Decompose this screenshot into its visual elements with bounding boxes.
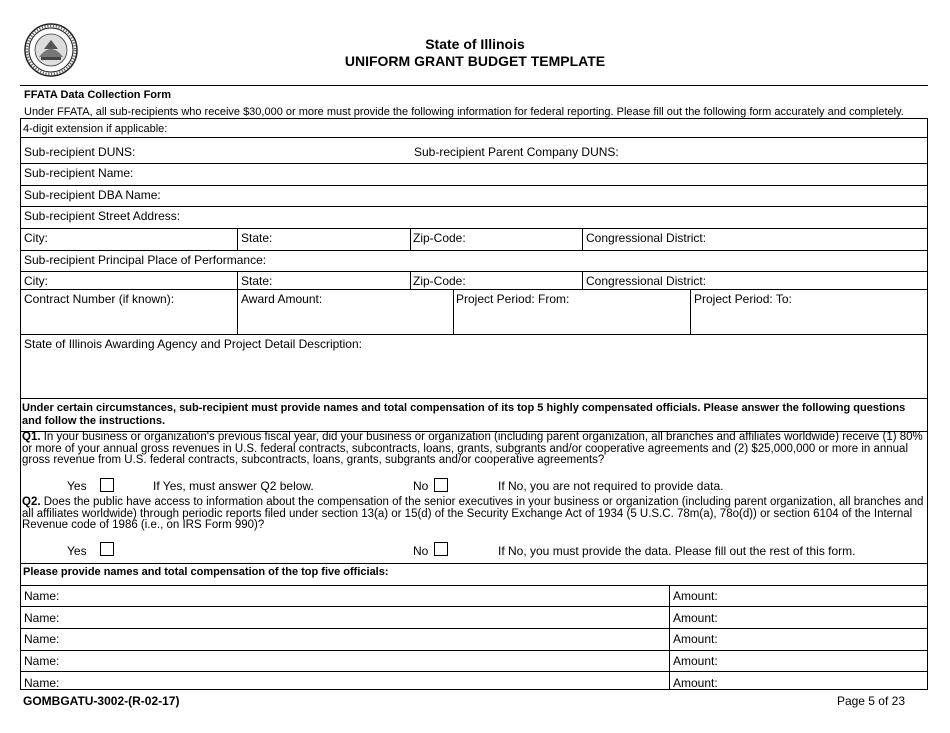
official-name-label: Name:: [24, 676, 60, 690]
district-label: Congressional District:: [586, 231, 707, 245]
official-name-label: Name:: [24, 589, 60, 603]
section-title: FFATA Data Collection Form: [24, 89, 172, 101]
officials-title: Please provide names and total compensation of the top five officials:: [23, 566, 389, 578]
q1-yes-checkbox[interactable]: [100, 478, 114, 492]
page-title-template: UNIFORM GRANT BUDGET TEMPLATE: [344, 53, 606, 69]
q2-question: Does the public have access to information about the compensation of the senior executives in your business or organization (including parent organization, all branches and all affiliates worldwide) through periodic reports filed under section 13(a) or 15(d) of the Security Exchange Act of 1934 (5 U.S.C. 78m(a), 78o(d)) or section 6104 of the Internal Revenue code of 1986 (i.e., on IRS Form 990)?: [22, 496, 924, 531]
circumstances-text: Under certain circumstances, sub-recipient must provide names and total compensation of its top 5 highly compensated officials. Please answer the following questions and follow the instructions.: [22, 402, 906, 427]
contract-label: Contract Number (if known):: [24, 292, 175, 306]
official-amount-label: Amount:: [673, 589, 718, 603]
q1-no-note: If No, you are not required to provide data.: [498, 479, 724, 493]
q1-yes-label: Yes: [67, 479, 87, 493]
official-amount-label: Amount:: [673, 632, 718, 646]
agency-label: State of Illinois Awarding Agency and Project Detail Description:: [24, 337, 362, 351]
q1-no-label: No: [413, 479, 429, 493]
page-title-state: State of Illinois: [425, 36, 525, 52]
q1-number: Q1.: [22, 431, 41, 443]
duns-label: Sub-recipient DUNS:: [24, 145, 136, 159]
official-amount-label: Amount:: [673, 611, 718, 625]
q2-no-checkbox[interactable]: [434, 542, 448, 556]
official-amount-label: Amount:: [673, 654, 718, 668]
zip-label: Zip-Code:: [413, 231, 466, 245]
form-code: GOMBGATU-3002-(R-02-17): [23, 694, 180, 708]
q1-yes-note: If Yes, must answer Q2 below.: [153, 479, 314, 493]
ppop-label: Sub-recipient Principal Place of Performance:: [24, 253, 267, 267]
city-label: City:: [24, 231, 48, 245]
q1-question: In your business or organization's previous fiscal year, did your business or organization (including parent organization, all branches and affiliates worldwide) receive (1) 80% or more of your annual gross revenues in U.S. federal contracts, subcontracts, loans, grants, subgrants and/or cooperative agreements and (2) $25,000,000 or more in annual gross revenue from U.S. federal contracts, subcontracts, loans, grants, subgrants and/or cooperative agreements?: [22, 431, 923, 466]
dba-label: Sub-recipient DBA Name:: [24, 188, 161, 202]
ppop-city-label: City:: [24, 274, 48, 288]
award-label: Award Amount:: [241, 292, 323, 306]
q1-no-checkbox[interactable]: [434, 478, 448, 492]
street-label: Sub-recipient Street Address:: [24, 209, 181, 223]
ppop-zip-label: Zip-Code:: [413, 274, 466, 288]
q2-yes-label: Yes: [67, 544, 87, 558]
q2-yes-checkbox[interactable]: [100, 542, 114, 556]
name-label: Sub-recipient Name:: [24, 166, 134, 180]
page-number: Page 5 of 23: [836, 694, 905, 708]
official-name-label: Name:: [24, 611, 60, 625]
official-name-label: Name:: [24, 654, 60, 668]
intro-text: Under FFATA, all sub-recipients who receive $30,000 or more must provide the following information for federal reporting. Please fill out the following form accurately and completely.: [24, 106, 904, 118]
extension-note: 4-digit extension if applicable:: [23, 123, 168, 135]
state-label: State:: [241, 231, 273, 245]
header-divider: [20, 85, 928, 86]
ppop-state-label: State:: [241, 274, 273, 288]
period-to-label: Project Period: To:: [694, 292, 792, 306]
q2-number: Q2.: [22, 496, 41, 508]
q1-text: [22, 432, 926, 467]
parent-duns-label: Sub-recipient Parent Company DUNS:: [414, 145, 619, 159]
official-name-label: Name:: [24, 632, 60, 646]
period-from-label: Project Period: From:: [456, 292, 570, 306]
q2-text: [22, 497, 926, 532]
q2-no-label: No: [413, 544, 429, 558]
q2-no-note: If No, you must provide the data. Please fill out the rest of this form.: [498, 544, 856, 558]
ppop-district-label: Congressional District:: [586, 274, 707, 288]
official-amount-label: Amount:: [673, 676, 718, 690]
